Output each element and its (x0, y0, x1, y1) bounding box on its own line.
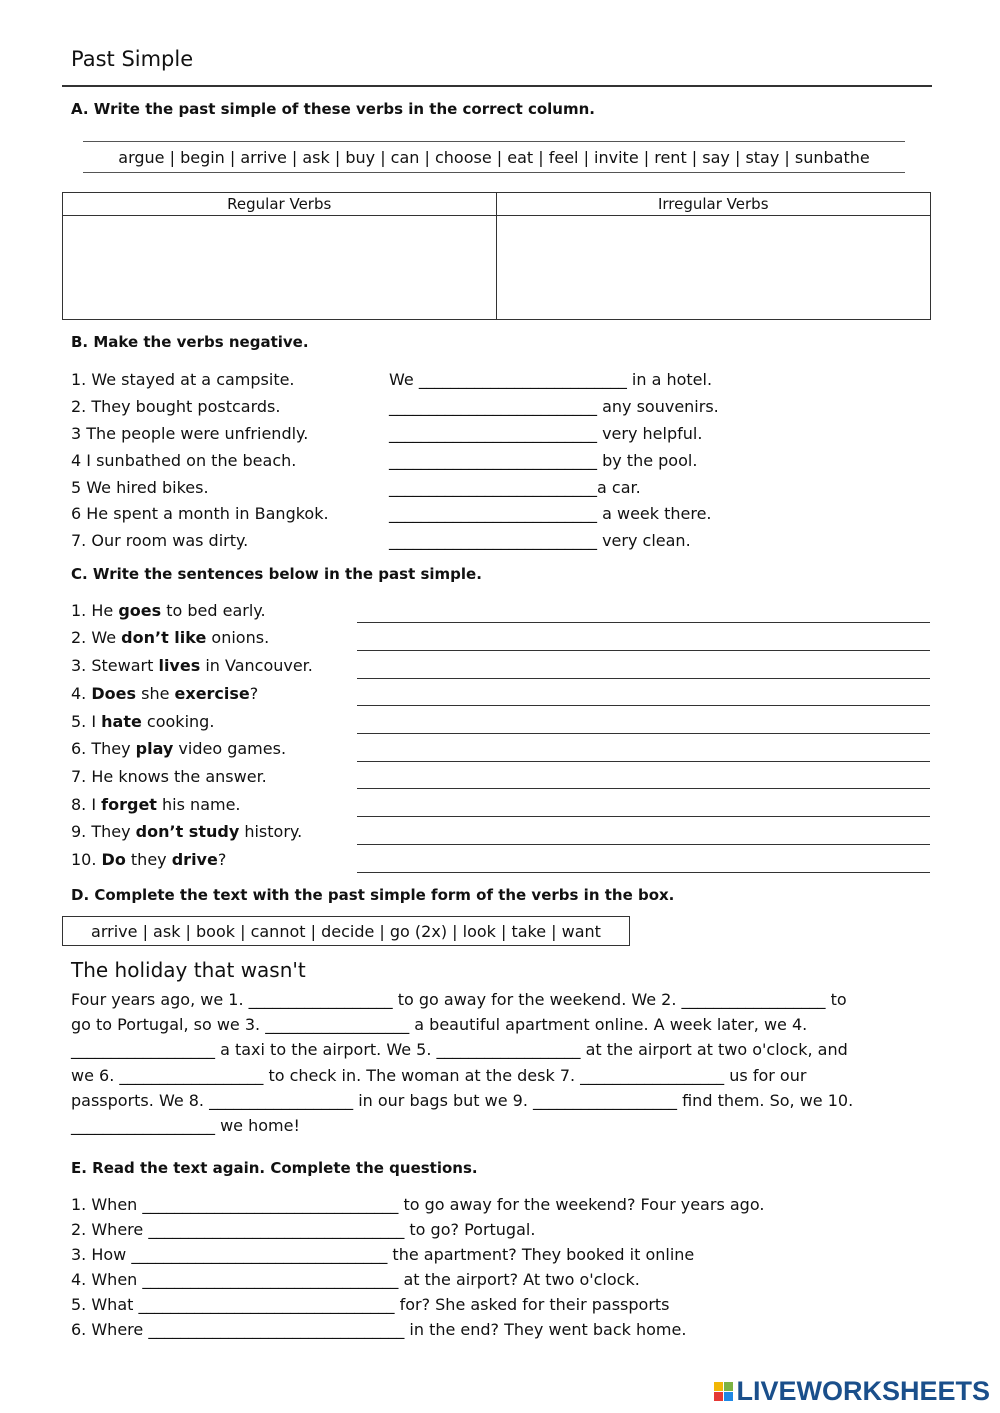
irregular-verbs-column[interactable] (497, 193, 931, 319)
section-e-heading: E. Read the text again. Complete the questions. (71, 1159, 478, 1177)
b-prompt-7: 7. Our room was dirty. (71, 531, 249, 550)
verb-word-list: argue | begin | arrive | ask | buy | can | choose | eat | feel | invite | rent | say | stay | sunbathe (118, 147, 870, 167)
section-a-heading: A. Write the past simple of these verbs in the correct column. (71, 100, 595, 118)
b-answer-4[interactable]: __________________________ by the pool. (389, 451, 698, 470)
b-answer-3[interactable]: __________________________ very helpful. (389, 424, 703, 443)
logo-tile-v (714, 1392, 723, 1401)
c-sentence-7: 7. He knows the answer. (71, 767, 267, 786)
c-answer-line-5[interactable] (357, 733, 930, 734)
story-line-3[interactable]: __________________ a taxi to the airport. We 5. __________________ at the airport at two o'clock, and (71, 1040, 848, 1060)
e-question-2[interactable]: 2. Where ________________________________ to go? Portugal. (71, 1220, 536, 1239)
story-title: The holiday that wasn't (71, 958, 306, 982)
c-sentence-2: 2. We don’t like onions. (71, 628, 270, 647)
story-line-2[interactable]: go to Portugal, so we 3. __________________ a beautiful apartment online. A week later, we 4. (71, 1015, 808, 1035)
c-sentence-4: 4. Does she exercise? (71, 684, 259, 703)
b-answer-5[interactable]: __________________________a car. (389, 478, 641, 497)
c-answer-line-4[interactable] (357, 705, 930, 706)
logo-tile-e (724, 1392, 733, 1401)
b-prompt-3: 3 The people were unfriendly. (71, 424, 309, 443)
c-sentence-1: 1. He goes to bed early. (71, 601, 266, 620)
e-question-5[interactable]: 5. What ________________________________ for? She asked for their passports (71, 1295, 670, 1314)
b-answer-7[interactable]: __________________________ very clean. (389, 531, 691, 550)
b-prompt-4: 4 I sunbathed on the beach. (71, 451, 297, 470)
c-answer-line-2[interactable] (357, 650, 930, 651)
story-line-5[interactable]: passports. We 8. __________________ in our bags but we 9. __________________ find them. So, we 10. (71, 1090, 854, 1110)
regular-verbs-header: Regular Verbs (63, 193, 496, 216)
e-question-4[interactable]: 4. When ________________________________ at the airport? At two o'clock. (71, 1270, 640, 1289)
section-b-heading: B. Make the verbs negative. (71, 333, 309, 351)
c-sentence-8: 8. I forget his name. (71, 795, 241, 814)
c-answer-line-7[interactable] (357, 788, 930, 789)
section-d-heading: D. Complete the text with the past simple form of the verbs in the box. (71, 886, 675, 904)
story-line-4[interactable]: we 6. __________________ to check in. The woman at the desk 7. __________________ us for our (71, 1065, 807, 1085)
regular-verbs-column[interactable] (63, 193, 497, 319)
story-paragraph (71, 987, 929, 1138)
page-title: Past Simple (71, 47, 194, 71)
c-answer-line-9[interactable] (357, 844, 930, 845)
logo-tile-i (724, 1382, 733, 1391)
c-sentence-5: 5. I hate cooking. (71, 712, 215, 731)
c-answer-line-6[interactable] (357, 761, 930, 762)
c-answer-line-3[interactable] (357, 678, 930, 679)
d-word-list: arrive | ask | book | cannot | decide | go (2x) | look | take | want (91, 921, 601, 941)
liveworksheets-logo-icon (714, 1382, 733, 1401)
b-answer-6[interactable]: __________________________ a week there. (389, 504, 712, 523)
title-divider (62, 85, 932, 87)
b-answer-2[interactable]: __________________________ any souvenirs. (389, 397, 719, 416)
c-sentence-3: 3. Stewart lives in Vancouver. (71, 656, 313, 675)
story-line-6[interactable]: __________________ we home! (71, 1116, 300, 1136)
c-sentence-9: 9. They don’t study history. (71, 822, 303, 841)
section-c-heading: C. Write the sentences below in the past simple. (71, 565, 482, 583)
d-word-box (62, 916, 630, 946)
liveworksheets-logo-text: LIVEWORKSHEETS (736, 1376, 990, 1406)
b-prompt-1: 1. We stayed at a campsite. (71, 370, 295, 389)
verb-columns-table (62, 192, 931, 320)
irregular-verbs-header: Irregular Verbs (497, 193, 931, 216)
e-question-6[interactable]: 6. Where ________________________________ in the end? They went back home. (71, 1320, 687, 1339)
b-prompt-2: 2. They bought postcards. (71, 397, 281, 416)
verb-word-box (83, 141, 905, 173)
logo-tile-l (714, 1382, 723, 1391)
c-answer-line-1[interactable] (357, 622, 930, 623)
liveworksheets-logo (714, 1376, 990, 1407)
c-sentence-6: 6. They play video games. (71, 739, 287, 758)
c-answer-line-10[interactable] (357, 872, 930, 873)
e-question-3[interactable]: 3. How ________________________________ the apartment? They booked it online (71, 1245, 695, 1264)
story-line-1[interactable]: Four years ago, we 1. __________________ to go away for the weekend. We 2. __________________ to (71, 990, 847, 1009)
e-question-1[interactable]: 1. When ________________________________ to go away for the weekend? Four years ago. (71, 1195, 765, 1214)
c-answer-line-8[interactable] (357, 816, 930, 817)
b-prompt-5: 5 We hired bikes. (71, 478, 209, 497)
b-prompt-6: 6 He spent a month in Bangkok. (71, 504, 329, 523)
b-answer-1[interactable]: We __________________________ in a hotel. (389, 370, 713, 389)
c-sentence-10: 10. Do they drive? (71, 850, 227, 869)
